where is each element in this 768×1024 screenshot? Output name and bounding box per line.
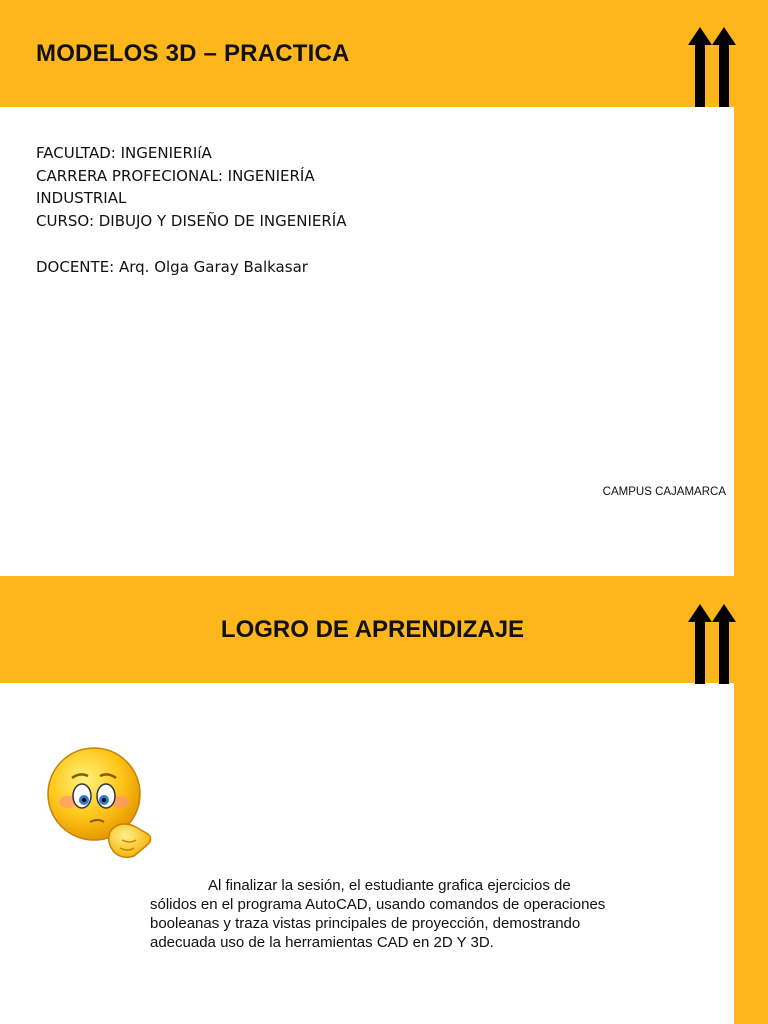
- campus-label: CAMPUS CAJAMARCA: [602, 486, 726, 498]
- info-line-career-cont: INDUSTRIAL: [36, 189, 127, 207]
- upn-arrows-logo-icon: [688, 27, 736, 107]
- slide-learning-goal: [0, 576, 768, 1024]
- info-line-course: CURSO: DIBUJO Y DISEÑO DE INGENIERÍA: [36, 211, 347, 230]
- logro-line-3: booleanas y traza vistas principales de proyección, demostrando: [150, 915, 581, 932]
- logro-line-2: sólidos en el programa AutoCAD, usando comandos de operaciones: [150, 896, 606, 913]
- upn-arrows-logo-icon: [688, 604, 736, 684]
- info-line-career: CARRERA PROFECIONAL: INGENIERÍA: [36, 166, 315, 185]
- right-accent-strip: [734, 0, 768, 576]
- logro-line-4: adecuada uso de la herramientas CAD en 2D Y 3D.: [150, 934, 494, 951]
- info-line-faculty: FACULTAD: INGENIERIíA: [36, 144, 212, 162]
- course-info: [36, 142, 396, 279]
- pointing-smiley-icon: [38, 744, 160, 866]
- learning-goal-text: [150, 876, 650, 952]
- logro-line-1: Al finalizar la sesión, el estudiante grafica ejercicios de: [208, 877, 571, 894]
- slide-title: LOGRO DE APRENDIZAJE: [220, 616, 525, 643]
- info-line-teacher: DOCENTE: Arq. Olga Garay Balkasar: [36, 258, 308, 276]
- slide-title: MODELOS 3D – PRACTICA: [36, 40, 350, 67]
- spacer: [36, 232, 396, 256]
